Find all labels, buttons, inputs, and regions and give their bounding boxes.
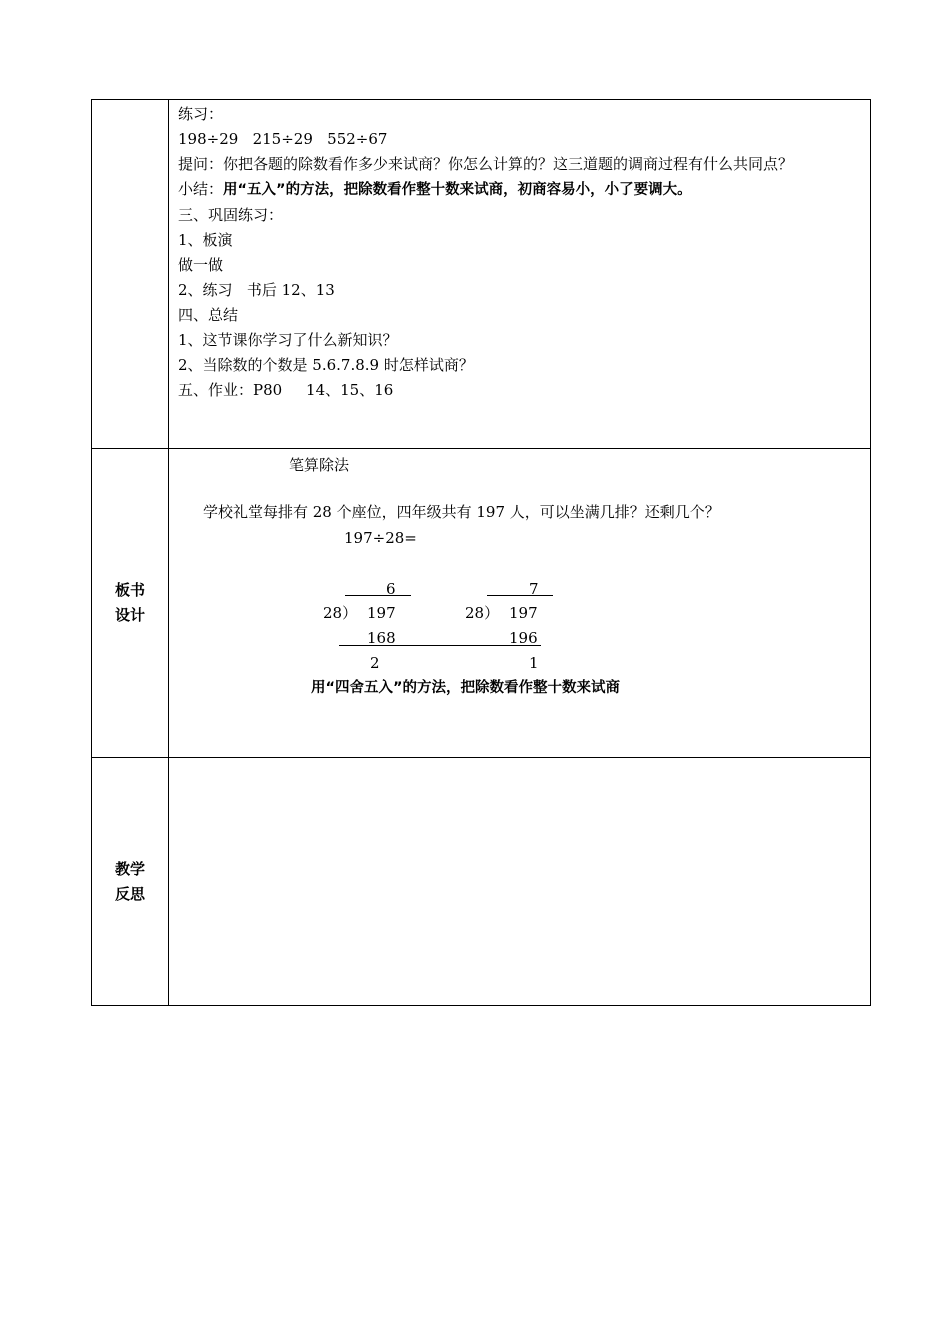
practice-item-1: 1、板演 — [178, 231, 233, 249]
subtraction-line — [339, 645, 541, 646]
division2-product: 196 — [509, 629, 538, 647]
division1-product: 168 — [367, 629, 396, 647]
division1-remainder: 2 — [370, 654, 380, 672]
row-process — [92, 100, 871, 449]
summary-question-2: 2、当除数的个数是 5.6.7.8.9 时怎样试商？ — [178, 356, 474, 374]
division2-divisor: 28） — [465, 604, 500, 622]
question-text: 提问：你把各题的除数看作多少来试商？你怎么计算的？这三道题的调商过程有什么共同点？ — [178, 155, 794, 173]
division1-bracket-line — [345, 595, 411, 596]
board-equation: 197÷28= — [344, 529, 417, 547]
reflection-content — [169, 758, 871, 1006]
board — [169, 449, 870, 757]
division2-remainder: 1 — [529, 654, 539, 672]
summary-bold-text: 用“五入”的方法，把除数看作整十数来试商，初商容易小，小了要调大。 — [223, 182, 692, 198]
division1-divisor: 28） — [323, 604, 358, 622]
board-title: 笔算除法 — [289, 456, 350, 474]
division2-quotient: 7 — [529, 580, 539, 598]
lesson-plan-table — [91, 99, 871, 1006]
reflection-label-text: 教学 反思 — [114, 859, 145, 903]
division1-quotient: 6 — [386, 580, 396, 598]
division1-dividend: 197 — [367, 604, 396, 622]
division2-dividend: 197 — [509, 604, 538, 622]
practice-item-3: 2、练习 书后 12、13 — [178, 281, 335, 299]
row-board-design — [92, 449, 871, 758]
homework-line: 五、作业：P80 14、15、16 — [178, 381, 394, 399]
summary-prefix: 小结： — [178, 180, 224, 198]
division2-bracket-line — [487, 595, 553, 596]
board-problem: 学校礼堂每排有 28 个座位，四年级共有 197 人，可以坐满几排？还剩几个？ — [203, 503, 720, 521]
summary-heading: 四、总结 — [178, 306, 239, 324]
board-conclusion: 用“四舍五入”的方法，把除数看作整十数来试商 — [311, 680, 621, 696]
summary-question-1: 1、这节课你学习了什么新知识？ — [178, 331, 398, 349]
board-design-label — [92, 449, 169, 758]
board-design-label-text: 板书 设计 — [114, 581, 145, 624]
reflection-label — [92, 758, 169, 1006]
exercise-heading: 练习： — [178, 105, 224, 123]
practice-heading: 三、巩固练习： — [178, 206, 284, 224]
process-content — [169, 100, 871, 449]
practice-item-2: 做一做 — [178, 256, 224, 274]
board-design-content — [169, 449, 871, 758]
exercise-problems: 198÷29 215÷29 552÷67 — [178, 130, 388, 148]
row-label-empty — [92, 100, 169, 449]
row-reflection — [92, 758, 871, 1006]
summary-line — [178, 177, 864, 203]
